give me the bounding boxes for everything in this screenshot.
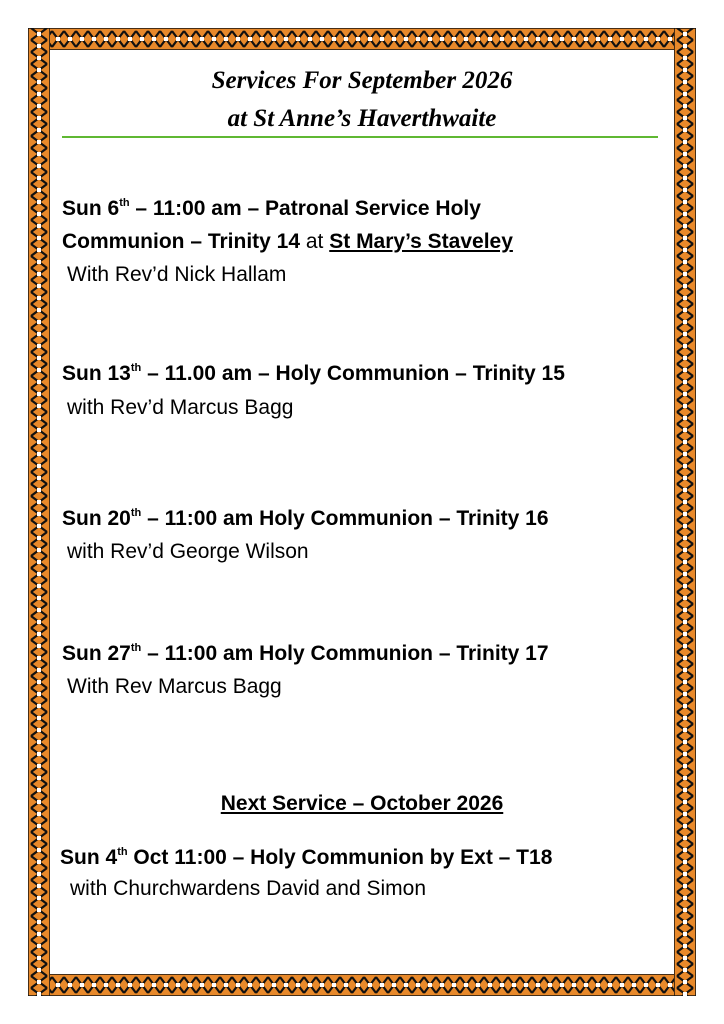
next-service-details: Oct 11:00 – Holy Communion by Ext – T18 bbox=[127, 846, 553, 869]
service-1-minister: With Rev’d Nick Hallam bbox=[67, 263, 287, 286]
page-title: Services For September 2026 bbox=[211, 67, 513, 94]
service-3-details: – 11:00 am Holy Communion – Trinity 16 bbox=[141, 507, 549, 530]
service-4-minister: With Rev Marcus Bagg bbox=[67, 675, 282, 698]
service-1-title: Communion – Trinity 14 bbox=[62, 230, 301, 253]
knot-pattern bbox=[28, 974, 696, 996]
service-4-day: Sun 27 bbox=[62, 642, 131, 665]
service-2-day: Sun 13 bbox=[62, 362, 131, 385]
service-1-heading-line2 bbox=[62, 229, 513, 255]
service-1-location: St Mary’s Staveley bbox=[329, 230, 513, 253]
border-left bbox=[28, 28, 50, 996]
service-2-suffix: th bbox=[130, 362, 142, 374]
service-1-heading bbox=[62, 196, 481, 222]
service-3-minister: with Rev’d George Wilson bbox=[67, 540, 309, 563]
service-4-suffix: th bbox=[130, 642, 142, 654]
service-2-minister: with Rev’d Marcus Bagg bbox=[67, 396, 294, 419]
border-bottom bbox=[28, 974, 696, 996]
service-3-heading bbox=[62, 506, 549, 532]
next-service-heading-text: Next Service – October 2026 bbox=[220, 792, 504, 815]
service-4-heading bbox=[62, 641, 549, 667]
service-1-at: at bbox=[300, 230, 330, 253]
next-service-line bbox=[60, 845, 552, 871]
service-4-details: – 11:00 am Holy Communion – Trinity 17 bbox=[141, 642, 549, 665]
border-top bbox=[28, 28, 696, 50]
page-subtitle: at St Anne’s Haverthwaite bbox=[227, 105, 497, 132]
service-1-suffix: th bbox=[119, 197, 130, 209]
service-3-day: Sun 20 bbox=[62, 507, 131, 530]
knot-pattern bbox=[674, 28, 696, 996]
knot-pattern bbox=[28, 28, 50, 996]
border-right bbox=[674, 28, 696, 996]
service-2-heading bbox=[62, 361, 565, 387]
service-1-day: Sun 6 bbox=[62, 197, 120, 220]
next-service-suffix: th bbox=[117, 846, 128, 858]
knot-pattern bbox=[28, 28, 696, 50]
next-service-heading bbox=[50, 791, 674, 817]
next-service-minister: with Churchwardens David and Simon bbox=[70, 877, 427, 900]
next-service-day: Sun 4 bbox=[60, 846, 118, 869]
title-divider bbox=[62, 136, 658, 138]
service-1-details: – 11:00 am – Patronal Service Holy bbox=[129, 197, 481, 220]
service-3-suffix: th bbox=[130, 507, 142, 519]
service-2-details: – 11.00 am – Holy Communion – Trinity 15 bbox=[141, 362, 565, 385]
